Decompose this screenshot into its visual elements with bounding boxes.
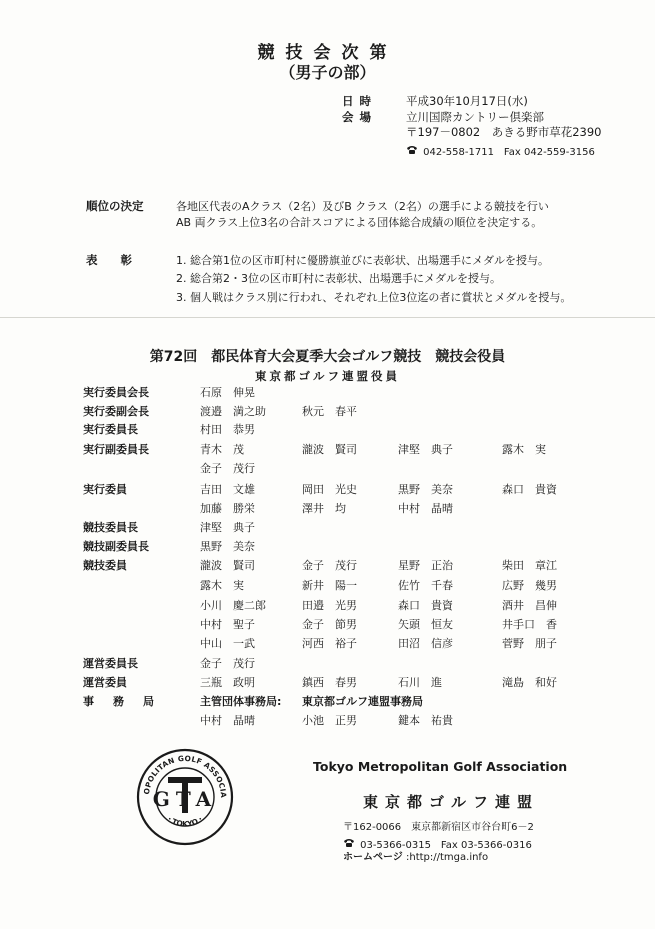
role-label: 事務局 <box>83 695 173 708</box>
official-name: 広野 幾男 <box>502 579 557 592</box>
svg-text:・TOKYO・ <box>164 813 206 828</box>
official-name: 森口 貴資 <box>502 483 557 496</box>
fold-line <box>0 317 655 318</box>
official-name: 酒井 昌伸 <box>502 599 557 612</box>
official-name: 金子 茂行 <box>200 657 255 670</box>
official-name: 河西 裕子 <box>302 637 357 650</box>
official-name: 矢頭 恒友 <box>398 618 453 631</box>
official-name: 小池 正男 <box>302 714 357 727</box>
role-label: 運営委員長 <box>83 657 138 670</box>
official-name: 新井 陽一 <box>302 579 357 592</box>
logo-letters: GTA <box>152 787 218 811</box>
office-name: 東京都ゴルフ連盟事務局 <box>302 695 423 708</box>
official-name: 村田 恭男 <box>200 423 255 436</box>
official-name: 石原 伸晃 <box>200 386 255 399</box>
awards-label: 表 彰 <box>86 253 132 267</box>
logo-top-text: OPOLITAN GOLF ASSOCIA <box>142 753 229 798</box>
role-label: 実行委員会長 <box>83 386 149 399</box>
official-name: 露木 実 <box>200 579 244 592</box>
official-name: 金子 茂行 <box>302 559 357 572</box>
official-name: 瀧波 賢司 <box>302 443 357 456</box>
assoc-contact: 03-5366-0315 Fax 03-5366-0316 <box>360 840 532 851</box>
role-label: 実行委員 <box>83 483 127 496</box>
web-label: ホームページ <box>343 852 403 863</box>
web-url[interactable]: :http://tmga.info <box>406 852 489 863</box>
date-value: 平成30年10月17日(水) <box>406 94 528 108</box>
venue-contact-line <box>406 140 595 159</box>
assoc-name-en: Tokyo Metropolitan Golf Association <box>313 759 568 774</box>
page-title: 競技会次第 <box>257 43 398 63</box>
assoc-address: 〒162-0066 東京都新宿区市谷台町6－2 <box>343 822 534 833</box>
role-label: 実行委員長 <box>83 423 138 436</box>
venue-contact: 042-558-1711 Fax 042-559-3156 <box>423 147 595 158</box>
role-label: 競技委員 <box>83 559 127 572</box>
official-name: 瀧波 賢司 <box>200 559 255 572</box>
official-name: 鎮西 春男 <box>302 676 357 689</box>
official-name: 中山 一武 <box>200 637 255 650</box>
page-subtitle: （男子の部） <box>279 63 376 82</box>
date-label: 日時 <box>342 94 377 108</box>
official-name: 小川 慶二郎 <box>200 599 266 612</box>
assoc-web-line <box>343 848 488 863</box>
official-name: 吉田 文雄 <box>200 483 255 496</box>
official-name: 星野 正治 <box>398 559 453 572</box>
official-name: 菅野 朋子 <box>502 637 557 650</box>
official-name: 金子 茂行 <box>200 462 255 475</box>
official-name: 田邉 光男 <box>302 599 357 612</box>
official-name: 澤井 均 <box>302 502 346 515</box>
official-name: 加藤 勝栄 <box>200 502 255 515</box>
official-name: 黒野 美奈 <box>200 540 255 553</box>
official-name: 森口 貴資 <box>398 599 453 612</box>
office-label: 主管団体事務局: <box>200 695 282 708</box>
awards-line-3: 3. 個人戦はクラス別に行われ、それぞれ上位3位迄の者に賞状とメダルを授与。 <box>176 291 572 304</box>
role-label: 実行副委員長 <box>83 443 149 456</box>
official-name: 秋元 春平 <box>302 405 357 418</box>
official-name: 露木 実 <box>502 443 546 456</box>
official-name: 中村 聖子 <box>200 618 255 631</box>
role-label: 競技副委員長 <box>83 540 149 553</box>
venue-name: 立川国際カントリー倶楽部 <box>406 110 544 124</box>
official-name: 中村 晶晴 <box>398 502 453 515</box>
awards-line-2: 2. 総合第2・3位の区市町村に表彰状、出場選手にメダルを授与。 <box>176 272 501 285</box>
official-name: 青木 茂 <box>200 443 244 456</box>
official-name: 渡邉 満之助 <box>200 405 266 418</box>
official-name: 田沼 信彦 <box>398 637 453 650</box>
official-name: 柴田 章江 <box>502 559 557 572</box>
role-label: 実行委副会長 <box>83 405 149 418</box>
official-name: 津堅 典子 <box>200 521 255 534</box>
role-label: 運営委員 <box>83 676 127 689</box>
ranking-line-1: 各地区代表のAクラス（2名）及びB クラス（2名）の選手による競技を行い <box>176 200 549 213</box>
official-name: 石川 進 <box>398 676 442 689</box>
officials-title: 第72回 都民体育大会夏季大会ゴルフ競技 競技会役員 <box>149 349 506 365</box>
phone-icon <box>406 140 418 159</box>
official-name: 井手口 香 <box>502 618 557 631</box>
tmga-logo <box>135 747 235 851</box>
role-label: 競技委員長 <box>83 521 138 534</box>
official-name: 佐竹 千春 <box>398 579 453 592</box>
ranking-label: 順位の決定 <box>86 199 144 213</box>
awards-line-1: 1. 総合第1位の区市町村に優勝旗並びに表彰状、出場選手にメダルを授与。 <box>176 254 549 267</box>
officials-subtitle: 東京都ゴルフ連盟役員 <box>255 369 400 383</box>
official-name: 金子 節男 <box>302 618 357 631</box>
venue-address: 〒197－0802 あきる野市草花2390 <box>406 125 602 139</box>
logo-bottom-text: ・TOKYO・ <box>163 813 207 829</box>
official-name: 津堅 典子 <box>398 443 453 456</box>
official-name: 中村 晶晴 <box>200 714 255 727</box>
official-name: 岡田 光史 <box>302 483 357 496</box>
ranking-line-2: AB 両クラス上位3名の合計スコアによる団体総合成績の順位を決定する。 <box>176 216 543 229</box>
official-name: 黒野 美奈 <box>398 483 453 496</box>
venue-label: 会場 <box>342 110 377 124</box>
official-name: 滝島 和好 <box>502 676 557 689</box>
official-name: 三瓶 政明 <box>200 676 255 689</box>
assoc-name-jp: 東京都ゴルフ連盟 <box>363 793 540 811</box>
official-name: 鍵本 祐貴 <box>398 714 453 727</box>
